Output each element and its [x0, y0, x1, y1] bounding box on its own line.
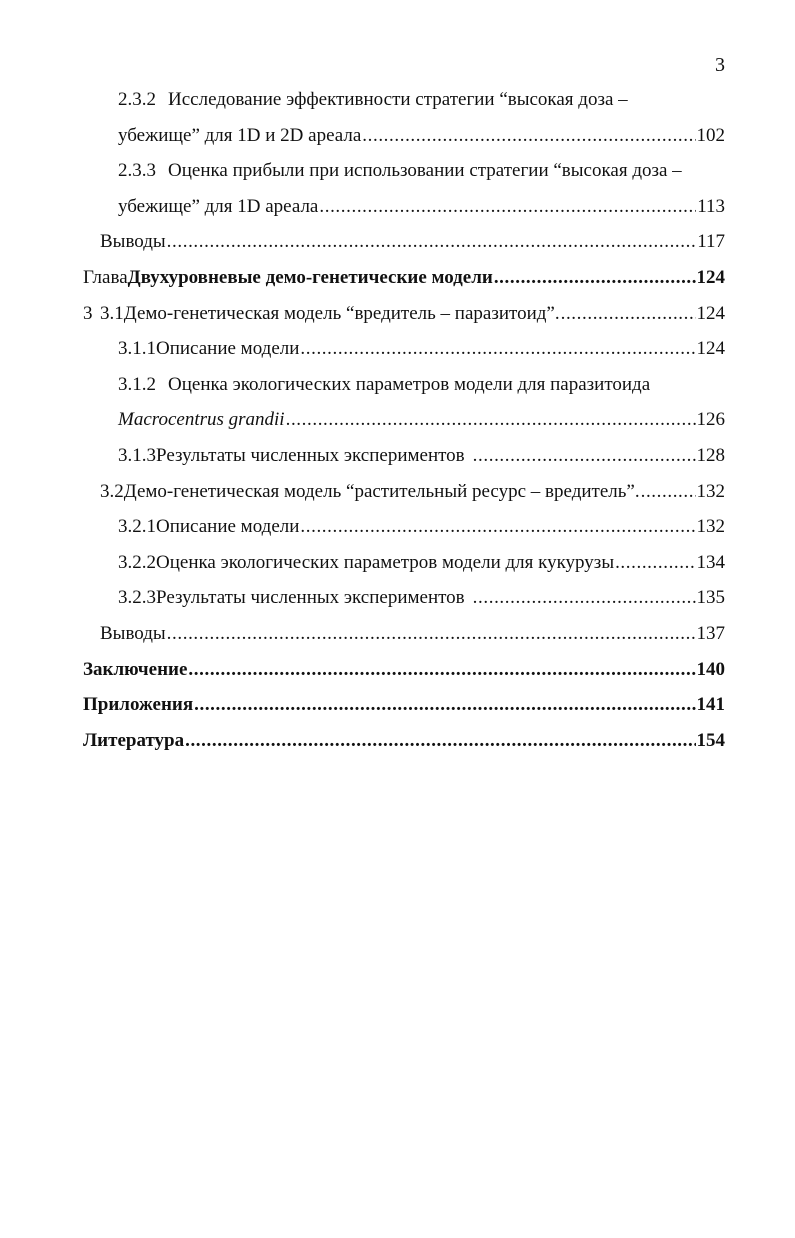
table-of-contents — [0, 82, 795, 758]
toc-entry-page: 141 — [696, 694, 725, 716]
toc-entry-page: 124 — [696, 302, 725, 324]
toc-entry-3-1-2-cont — [0, 402, 795, 438]
toc-entry-2-3-2-cont — [0, 118, 795, 154]
toc-entry-title: Описание модели — [156, 338, 300, 360]
toc-entry-page: 140 — [696, 658, 725, 680]
toc-entry-appendices — [0, 687, 795, 723]
toc-entry-number: 2.3.3 — [118, 160, 156, 182]
toc-entry-title: Заключение — [83, 658, 188, 680]
toc-entry-2-3-3 — [0, 153, 795, 189]
toc-entry-page: 124 — [696, 338, 725, 360]
toc-entry-page: 124 — [696, 266, 725, 288]
leader-dots — [300, 509, 695, 545]
toc-entry-title: убежище” для 1D ареала — [118, 195, 319, 217]
leader-dots — [188, 652, 695, 688]
leader-dots — [167, 224, 697, 260]
toc-entry-title: Демо-генетическая модель “растительный ресурс – вредитель”. — [123, 480, 640, 502]
toc-entry-title: Оценка прибыли при использовании стратегии “высокая доза – — [168, 160, 682, 182]
toc-entry-page: 132 — [696, 516, 725, 538]
toc-entry-title: Результаты численных экспериментов — [156, 587, 465, 609]
toc-entry-number: 3.1.2 — [118, 373, 156, 395]
toc-entry-3-1-3 — [0, 438, 795, 474]
toc-entry-title: Результаты численных экспериментов — [156, 444, 465, 466]
toc-entry-page: 132 — [696, 480, 725, 502]
toc-entry-3-1 — [0, 296, 795, 332]
toc-entry-page: 113 — [697, 195, 725, 217]
toc-entry-number: 3.2.1 — [118, 516, 156, 538]
toc-entry-conclusions-ch2 — [0, 224, 795, 260]
toc-entry-title: Двухуровневые демо-генетические модели — [127, 266, 493, 288]
toc-entry-references — [0, 723, 795, 759]
toc-entry-number: 3.1.3 — [118, 444, 156, 466]
toc-entry-title: Выводы — [100, 622, 166, 644]
toc-entry-3-2 — [0, 474, 795, 510]
leader-dots — [286, 402, 696, 438]
leader-dots — [319, 189, 696, 225]
leader-dots — [615, 545, 695, 581]
toc-entry-title: Macrocentrus grandii — [118, 409, 285, 431]
toc-entry-page: 128 — [696, 444, 725, 466]
toc-entry-title: Описание модели — [156, 516, 300, 538]
toc-entry-title: Демо-генетическая модель “вредитель – паразитоид”. — [123, 302, 560, 324]
toc-entry-title: убежище” для 1D и 2D ареала — [118, 124, 362, 146]
toc-entry-conclusion — [0, 652, 795, 688]
toc-entry-3-1-1 — [0, 331, 795, 367]
toc-entry-page: 134 — [696, 551, 725, 573]
leader-dots — [194, 687, 695, 723]
toc-entry-title: Приложения — [83, 694, 194, 716]
toc-entry-3-1-2 — [0, 367, 795, 403]
leader-dots — [362, 118, 695, 154]
toc-entry-page: 117 — [697, 231, 725, 253]
toc-entry-title: Оценка экологических параметров модели для паразитоида — [168, 373, 651, 395]
toc-entry-number: 2.3.2 — [118, 89, 156, 110]
leader-dots — [561, 296, 696, 332]
leader-dots — [494, 260, 696, 296]
toc-entry-number: 3.2.2 — [118, 551, 156, 573]
toc-entry-title: Исследование эффективности стратегии “высокая доза – — [168, 89, 628, 110]
leader-dots — [641, 474, 696, 510]
toc-entry-3-2-2 — [0, 545, 795, 581]
toc-entry-3-2-1 — [0, 509, 795, 545]
toc-entry-number: 3.2.3 — [118, 587, 156, 609]
toc-entry-page: 154 — [696, 729, 725, 751]
leader-dots — [473, 580, 696, 616]
toc-entry-title: Выводы — [100, 231, 166, 253]
page-number: 3 — [715, 54, 725, 76]
leader-dots — [473, 438, 696, 474]
toc-entry-page: 135 — [696, 587, 725, 609]
toc-entry-number: Глава 3 — [83, 266, 128, 324]
toc-entry-number: 3.2 — [100, 480, 124, 502]
toc-entry-page: 137 — [696, 622, 725, 644]
toc-entry-title: Оценка экологических параметров модели для кукурузы — [156, 551, 615, 573]
toc-entry-2-3-3-cont — [0, 189, 795, 225]
toc-entry-page: 102 — [696, 124, 725, 146]
toc-entry-number: 3.1.1 — [118, 338, 156, 360]
leader-dots — [167, 616, 696, 652]
toc-entry-2-3-2 — [0, 82, 795, 118]
toc-entry-title: Литература — [83, 729, 185, 751]
toc-entry-page: 126 — [696, 409, 725, 431]
leader-dots — [185, 723, 695, 759]
leader-dots — [300, 331, 695, 367]
toc-entry-3-2-3 — [0, 580, 795, 616]
toc-entry-number: 3.1 — [100, 302, 124, 324]
toc-entry-conclusions-ch3 — [0, 616, 795, 652]
